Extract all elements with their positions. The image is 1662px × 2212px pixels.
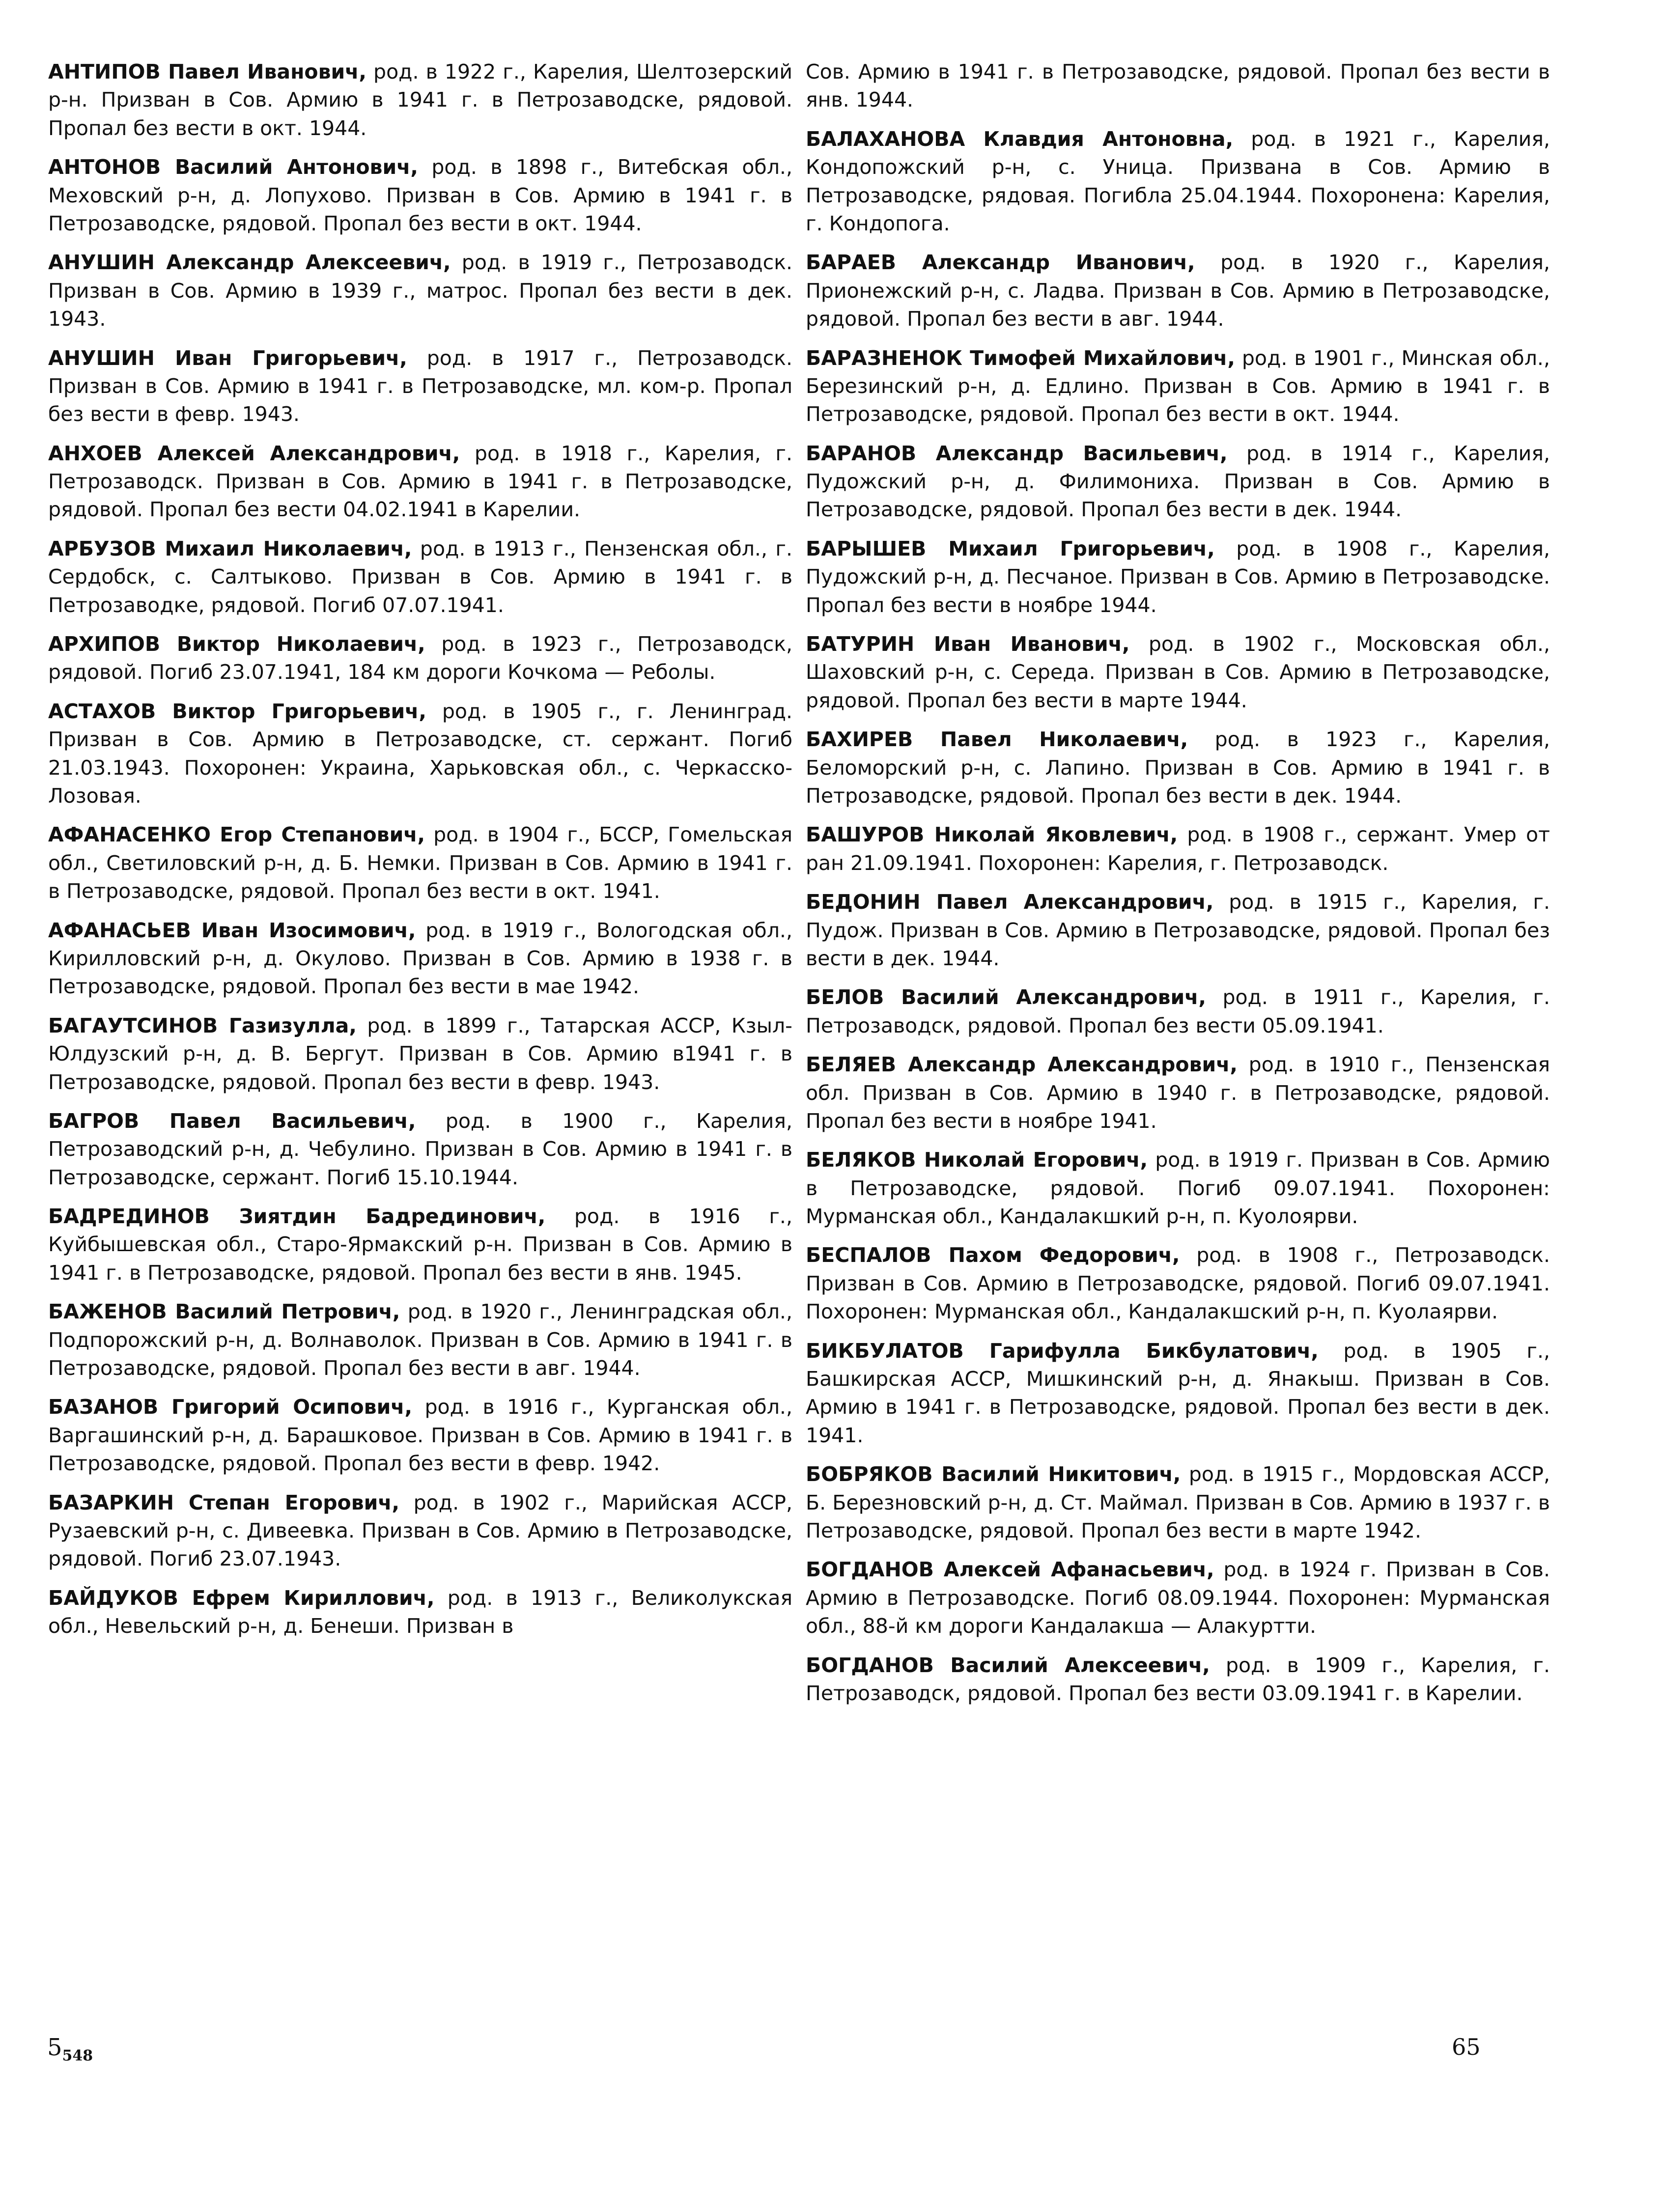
entry-name: БАГРОВ Павел Васильевич, bbox=[48, 1109, 416, 1133]
entry-name: БАГАУТСИНОВ Газизулла, bbox=[48, 1013, 357, 1037]
entry-name: БАЙДУКОВ Ефрем Кириллович, bbox=[48, 1586, 435, 1610]
entry-name: БЕЛОВ Василий Александрович, bbox=[806, 985, 1206, 1009]
register-entry bbox=[806, 888, 1550, 973]
register-entry bbox=[806, 58, 1550, 114]
entry-text: род. в 1923 г., Петрозаводск, рядовой. Погиб 23.07.1941, 184 км дороги Кочкома — Реболы. bbox=[48, 632, 792, 684]
entry-name: БЕСПАЛОВ Пахом Федорович, bbox=[806, 1243, 1180, 1267]
register-entry bbox=[48, 1107, 792, 1192]
entry-text: род. в 1899 г., Татарская АССР, Кзыл-Юлдузский р-н, д. В. Бергут. Призван в Сов. Армию в1941 г. в Петрозаводске, рядовой. Пропал без вести в февр. 1943. bbox=[48, 1013, 792, 1094]
register-entry bbox=[48, 344, 792, 429]
entry-text: род. в 1910 г., Пензенская обл. Призван в Сов. Армию в 1940 г. в Петрозаводске, рядовой. Пропал без вести в ноябре 1941. bbox=[806, 1053, 1550, 1133]
register-entry bbox=[48, 1393, 792, 1478]
entry-text: род. в 1900 г., Карелия, Петрозаводский р-н, д. Чебулино. Призван в Сов. Армию в 1941 г. в Петрозаводске, сержант. Погиб 15.10.1944. bbox=[48, 1109, 792, 1189]
entry-name: АФАНАСЬЕВ Иван Изосимович, bbox=[48, 918, 416, 942]
page-number: 65 bbox=[1452, 2034, 1481, 2060]
entry-text: род. в 1901 г., Минская обл., Березинский р-н, д. Едлино. Призван в Сов. Армию в 1941 г. в Петрозаводске, рядовой. Пропал без вести в окт. 1944. bbox=[806, 346, 1550, 426]
entry-name: АНУШИН Александр Алексеевич, bbox=[48, 251, 451, 275]
register-entry bbox=[806, 535, 1550, 619]
entry-text: род. в 1904 г., БССР, Гомельская обл., Светиловский р-н, д. Б. Немки. Призван в Сов. Армию в 1941 г. в Петрозаводске, рядовой. Пропал без вести в окт. 1941. bbox=[48, 823, 792, 903]
entry-text: Сов. Армию в 1941 г. в Петрозаводске, рядовой. Пропал без вести в янв. 1944. bbox=[806, 60, 1550, 112]
entry-name: БОГДАНОВ Василий Алексеевич, bbox=[806, 1653, 1210, 1677]
register-entry bbox=[48, 821, 792, 905]
register-entry bbox=[48, 1298, 792, 1382]
register-entry bbox=[48, 153, 792, 238]
entry-name: АРХИПОВ Виктор Николаевич, bbox=[48, 632, 425, 656]
entry-name: АСТАХОВ Виктор Григорьевич, bbox=[48, 699, 426, 723]
register-entry bbox=[806, 1146, 1550, 1231]
register-entry bbox=[48, 698, 792, 811]
entry-name: АНТИПОВ Павел Иванович, bbox=[48, 60, 366, 84]
entry-text: род. в 1898 г., Витебская обл., Меховский р-н, д. Лопухово. Призван в Сов. Армию в 1941 г. в Петрозаводске, рядовой. Пропал без вести в окт. 1944. bbox=[48, 155, 792, 235]
register-entry bbox=[806, 344, 1550, 429]
entry-text: род. в 1922 г., Карелия, Шелтозерский р-н. Призван в Сов. Армию в 1941 г. в Петрозаводске, рядовой. Пропал без вести в окт. 1944. bbox=[48, 60, 792, 140]
register-entry bbox=[48, 1203, 792, 1287]
entry-text: род. в 1911 г., Карелия, г. Петрозаводск, рядовой. Пропал без вести 05.09.1941. bbox=[806, 985, 1550, 1037]
entry-text: род. в 1916 г., Курганская обл., Варгашинский р-н, д. Барашковое. Призван в Сов. Армию в 1941 г. в Петрозаводске, рядовой. Пропал без вести в февр. 1942. bbox=[48, 1395, 792, 1476]
entry-text: род. в 1914 г., Карелия, Пудожский р-н, д. Филимониха. Призван в Сов. Армию в Петрозаводске, рядовой. Пропал без вести в дек. 1944. bbox=[806, 441, 1550, 522]
register-entry bbox=[806, 821, 1550, 877]
entry-text: род. в 1902 г., Марийская АССР, Рузаевский р-н, с. Дивеевка. Призван в Сов. Армию в Петрозаводске, рядовой. Погиб 23.07.1943. bbox=[48, 1490, 792, 1571]
entry-name: БАРАНОВ Александр Васильевич, bbox=[806, 441, 1228, 465]
register-entry bbox=[806, 125, 1550, 238]
left-column bbox=[48, 58, 792, 1652]
entry-name: БЕЛЯКОВ Николай Егорович, bbox=[806, 1148, 1148, 1172]
register-entry bbox=[48, 917, 792, 1001]
entry-text: род. в 1918 г., Карелия, г. Петрозаводск. Призван в Сов. Армию в 1941 г. в Петрозаводске, рядовой. Пропал без вести 04.02.1941 в Карелии. bbox=[48, 441, 793, 522]
entry-text: род. в 1923 г., Карелия, Беломорский р-н, с. Лапино. Призван в Сов. Армию в 1941 г. в Петрозаводске, рядовой. Пропал без вести в дек. 1944. bbox=[806, 728, 1550, 808]
entry-text: род. в 1924 г. Призван в Сов. Армию в Петрозаводске. Погиб 08.09.1944. Похоронен: Мурманская обл., 88-й км дороги Кандалакша — Алакуртти. bbox=[806, 1558, 1550, 1638]
register-entry bbox=[48, 249, 792, 333]
entry-text: род. в 1919 г., Петрозаводск. Призван в Сов. Армию в 1939 г., матрос. Пропал без вести в дек. 1943. bbox=[48, 251, 792, 331]
printer-signature: $5_{548}$ bbox=[47, 2034, 93, 2065]
entry-name: БАЗАРКИН Степан Егорович, bbox=[48, 1490, 400, 1514]
register-entry bbox=[48, 1489, 792, 1573]
entry-name: БАХИРЕВ Павел Николаевич, bbox=[806, 728, 1188, 752]
register-entry bbox=[48, 535, 792, 619]
entry-text: род. в 1905 г., Башкирская АССР, Мишкинский р-н, д. Янакыш. Призван в Сов. Армию в 1941 г. в Петрозаводске, рядовой. Пропал без вести в дек. 1941. bbox=[806, 1339, 1550, 1447]
entry-name: БАРАЗНЕНОК Тимофей Михайлович, bbox=[806, 346, 1235, 370]
entry-name: БАЛАХАНОВА Клавдия Антоновна, bbox=[806, 127, 1234, 151]
entry-text: род. в 1908 г., Карелия, Пудожский р-н, д. Песчаное. Призван в Сов. Армию в Петрозаводске. Пропал без вести в ноябре 1944. bbox=[806, 536, 1550, 617]
entry-text: род. в 1921 г., Карелия, Кондопожский р-н, с. Уница. Призвана в Сов. Армию в Петрозаводске, рядовая. Погибла 25.04.1944. Похоронена: Карелия, г. Кондопога. bbox=[806, 127, 1550, 235]
entry-name: БИКБУЛАТОВ Гарифулла Бикбулатович, bbox=[806, 1339, 1319, 1363]
entry-name: АНХОЕВ Алексей Александрович, bbox=[48, 441, 460, 465]
entry-name: БОБРЯКОВ Василий Никитович, bbox=[806, 1462, 1181, 1486]
register-entry bbox=[48, 1584, 792, 1641]
entry-text: род. в 1909 г., Карелия, г. Петрозаводск, рядовой. Пропал без вести 03.09.1941 г. в Карелии. bbox=[806, 1653, 1550, 1705]
entry-text: род. в 1915 г., Мордовская АССР, Б. Березновский р-н, д. Ст. Маймал. Призван в Сов. Армию в 1937 г. в Петрозаводске, рядовой. Пропал без вести в марте 1942. bbox=[806, 1462, 1550, 1542]
register-entry bbox=[806, 1051, 1550, 1135]
entry-text: род. в 1908 г., Петрозаводск. Призван в Сов. Армию в Петрозаводске, рядовой. Погиб 09.07.1941. Похоронен: Мурманская обл., Кандалакшский р-н, п. Куолаярви. bbox=[806, 1243, 1550, 1324]
entry-name: БАЗАНОВ Григорий Осипович, bbox=[48, 1395, 413, 1419]
register-entry bbox=[806, 726, 1550, 810]
register-entry bbox=[806, 1460, 1550, 1545]
register-entry bbox=[48, 1012, 792, 1096]
entry-text: род. в 1920 г., Ленинградская обл., Подпорожский р-н, д. Волнаволок. Призван в Сов. Армию в 1941 г. в Петрозаводске, рядовой. Пропал без вести в авг. 1944. bbox=[48, 1300, 792, 1380]
register-entry bbox=[806, 249, 1550, 333]
entry-text: род. в 1919 г. Призван в Сов. Армию в Петрозаводске, рядовой. Погиб 09.07.1941. Похоронен: Мурманская обл., Кандалакшкий р-н, п. Куолоярви. bbox=[806, 1148, 1550, 1229]
register-entry bbox=[806, 1337, 1550, 1450]
entry-name: БАТУРИН Иван Иванович, bbox=[806, 632, 1130, 656]
entry-name: АНТОНОВ Василий Антонович, bbox=[48, 155, 418, 179]
register-entry bbox=[806, 440, 1550, 524]
entry-text: род. в 1916 г., Куйбышевская обл., Старо-Ярмакский р-н. Призван в Сов. Армию в 1941 г. в Петрозаводске, рядовой. Пропал без вести в янв. 1945. bbox=[48, 1204, 792, 1285]
entry-name: АНУШИН Иван Григорьевич, bbox=[48, 346, 407, 370]
entry-text: род. в 1920 г., Карелия, Прионежский р-н, с. Ладва. Призван в Сов. Армию в Петрозаводске, рядовой. Пропал без вести в авг. 1944. bbox=[806, 251, 1550, 331]
right-column bbox=[806, 58, 1550, 1718]
entry-name: БАРЫШЕВ Михаил Григорьевич, bbox=[806, 536, 1215, 560]
register-entry bbox=[48, 630, 792, 687]
entry-name: БОГДАНОВ Алексей Афанасьевич, bbox=[806, 1558, 1214, 1582]
entry-text: род. в 1915 г., Карелия, г. Пудож. Призван в Сов. Армию в Петрозаводске, рядовой. Пропал без вести в дек. 1944. bbox=[806, 890, 1550, 970]
entry-name: АРБУЗОВ Михаил Николаевич, bbox=[48, 536, 412, 560]
entry-name: БАШУРОВ Николай Яковлевич, bbox=[806, 823, 1178, 847]
register-entry bbox=[806, 1652, 1550, 1708]
register-entry bbox=[806, 630, 1550, 715]
entry-text: род. в 1902 г., Московская обл., Шаховский р-н, с. Середа. Призван в Сов. Армию в Петрозаводске, рядовой. Пропал без вести в марте 1944. bbox=[806, 632, 1550, 712]
entry-name: БАРАЕВ Александр Иванович, bbox=[806, 251, 1195, 275]
register-entry bbox=[48, 440, 792, 524]
entry-name: БАДРЕДИНОВ Зиятдин Бадрединович, bbox=[48, 1204, 546, 1229]
entry-text: род. в 1917 г., Петрозаводск. Призван в Сов. Армию в 1941 г. в Петрозаводске, мл. ком-р. Пропал без вести в февр. 1943. bbox=[48, 346, 792, 426]
entry-name: БАЖЕНОВ Василий Петрович, bbox=[48, 1300, 400, 1324]
entry-text: род. в 1913 г., Пензенская обл., г. Сердобск, с. Салтыково. Призван в Сов. Армию в 1941 г. в Петрозаводке, рядовой. Погиб 07.07.1941. bbox=[48, 536, 792, 617]
entry-name: БЕЛЯЕВ Александр Александрович, bbox=[806, 1053, 1238, 1077]
entry-text: род. в 1908 г., сержант. Умер от ран 21.09.1941. Похоронен: Карелия, г. Петрозаводск. bbox=[806, 823, 1550, 875]
entry-name: АФАНАСЕНКО Егор Степанович, bbox=[48, 823, 425, 847]
register-entry bbox=[806, 983, 1550, 1040]
register-entry bbox=[806, 1556, 1550, 1640]
entry-text: род. в 1905 г., г. Ленинград. Призван в Сов. Армию в Петрозаводске, ст. сержант. Погиб 21.03.1943. Похоронен: Украина, Харьковская обл., с. Черкасско-Лозовая. bbox=[48, 699, 792, 808]
entry-text: род. в 1913 г., Великолукская обл., Невельский р-н, д. Бенеши. Призван в bbox=[48, 1586, 792, 1638]
register-entry bbox=[806, 1241, 1550, 1326]
entry-name: БЕДОНИН Павел Александрович, bbox=[806, 890, 1214, 914]
register-entry bbox=[48, 58, 792, 142]
entry-text: род. в 1919 г., Вологодская обл., Кирилловский р-н, д. Окулово. Призван в Сов. Армию в 1938 г. в Петрозаводске, рядовой. Пропал без вести в мае 1942. bbox=[48, 918, 792, 999]
